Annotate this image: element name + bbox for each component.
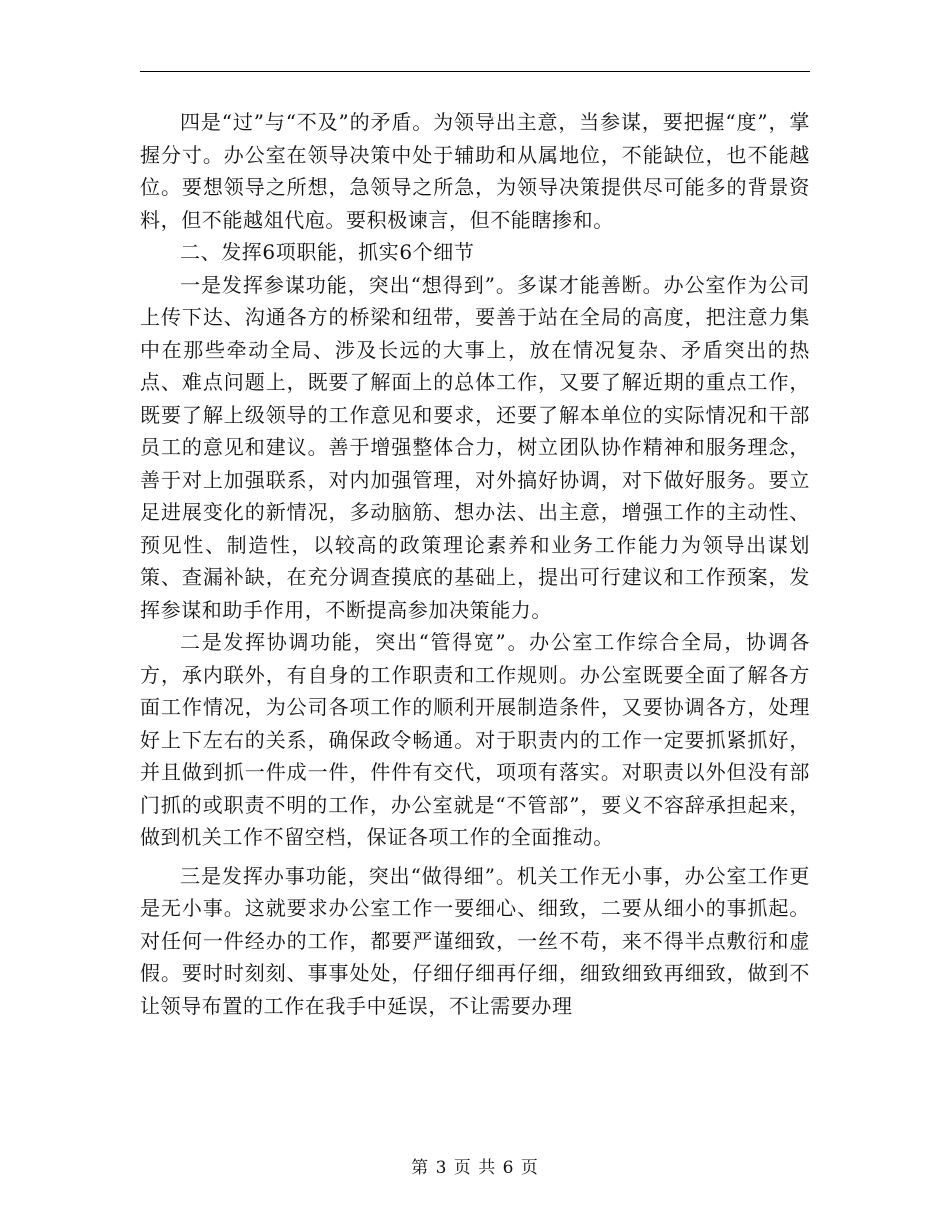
paragraph-function-2: 二是发挥协调功能，突出“管得宽”。办公室工作综合全局，协调各方，承内联外，有自身的工作职责和工作规则。办公室既要全面了解各方面工作情况，为公司各项工作的顺利开展制造条件，又要协调各方，处理好上下左右的关系，确保政令畅通。对于职责内的工作一定要抓紧抓好，并且做到抓一件成一件，件件有交代，项项有落实。对职责以外但没有部门抓的或职责不明的工作，办公室就是“不管部”，要义不容辞承担起来，做到机关工作不留空档，保证各项工作的全面推动。 <box>140 630 810 849</box>
page-number-footer: 第 3 页 共 6 页 <box>411 1158 539 1178</box>
paragraph-function-1: 一是发挥参谋功能，突出“想得到”。多谋才能善断。办公室作为公司上传下达、沟通各方的桥梁和纽带，要善于站在全局的高度，把注意力集中在那些牵动全局、涉及长远的大事上，放在情况复杂、矛盾突出的热点、难点问题上，既要了解面上的总体工作，又要了解近期的重点工作，既要了解上级领导的工作意见和要求，还要了解本单位的实际情况和干部员工的意见和建议。善于增强整体合力，树立团队协作精神和服务理念，善于对上加强联系，对内加强管理，对外搞好协调，对下做好服务。要立足进展变化的新情况，多动脑筋、想办法、出主意，增强工作的主动性、预见性、制造性，以较高的政策理论素养和业务工作能力为领导出谋划策、查漏补缺，在充分调查摸底的基础上，提出可行建议和工作预案，发挥参谋和助手作用，不断提高参加决策能力。 <box>140 272 810 622</box>
paragraph-function-3: 三是发挥办事功能，突出“做得细”。机关工作无小事，办公室工作更是无小事。这就要求办公室工作一要细心、细致，二要从细小的事抓起。对任何一件经办的工作，都要严谨细致，一丝不苟，来不得半点敷衍和虚假。要时时刻刻、事事处处，仔细仔细再仔细，细致细致再细致，做到不让领导布置的工作在我手中延误，不让需要办理 <box>140 863 810 1018</box>
section-heading-2: 二、发挥6项职能，抓实6个细节 <box>180 240 475 264</box>
document-body <box>140 106 810 1022</box>
paragraph-contradiction-4: 四是“过”与“不及”的矛盾。为领导出主意，当参谋，要把握“度”，掌握分寸。办公室在领导决策中处于辅助和从属地位，不能缺位，也不能越位。要想领导之所想，急领导之所急，为领导决策提供尽可能多的背景资料，但不能越俎代庖。要积极谏言，但不能瞎掺和。 <box>140 110 810 232</box>
header-rule <box>140 71 810 72</box>
